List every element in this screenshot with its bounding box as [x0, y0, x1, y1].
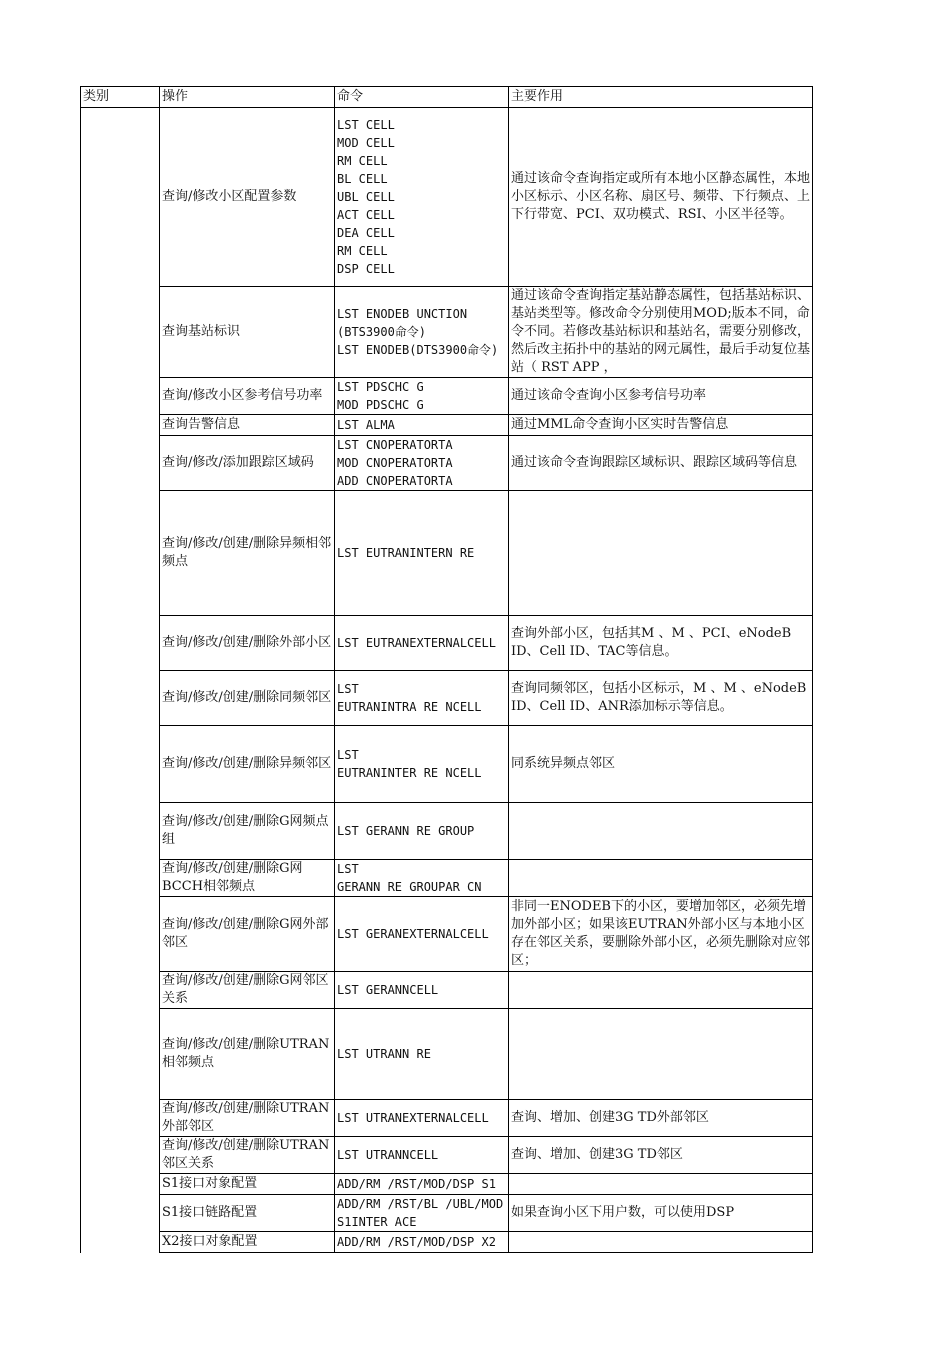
operation-cell: 查询/修改小区配置参数 [160, 108, 335, 287]
purpose-cell: 同系统异频点邻区 [509, 726, 813, 803]
operation-cell: 查询/修改/创建/删除外部小区 [160, 616, 335, 671]
operation-cell: 查询/修改/创建/删除异频相邻频点 [160, 491, 335, 616]
command-cell: LST EUTRANINTERN RE [335, 491, 509, 616]
table-row [81, 108, 813, 287]
operation-cell: 查询/修改小区参考信号功率 [160, 378, 335, 415]
table-row [81, 616, 813, 671]
command-cell: LST GERANEXTERNALCELL [335, 897, 509, 972]
table-row [81, 972, 813, 1009]
purpose-cell: 查询、增加、创建3G TD外部邻区 [509, 1100, 813, 1137]
command-cell: LST UTRANNCELL [335, 1137, 509, 1174]
table-row [81, 436, 813, 491]
table-row [81, 803, 813, 860]
table-row [81, 378, 813, 415]
command-cell: LST CELL MOD CELL RM CELL BL CELL UBL CELL ACT CELL DEA CELL RM CELL DSP CELL [335, 108, 509, 287]
table-row [81, 1137, 813, 1174]
purpose-cell: 查询外部小区，包括其M 、M 、PCI、eNodeB ID、Cell ID、TAC等信息。 [509, 616, 813, 671]
command-cell: ADD/RM /RST/BL /UBL/MOD S1INTER ACE [335, 1195, 509, 1232]
purpose-cell [509, 972, 813, 1009]
table-row [81, 287, 813, 378]
table-row [81, 671, 813, 726]
command-cell: LST EUTRANEXTERNALCELL [335, 616, 509, 671]
category-cell [81, 108, 160, 1253]
table-row [81, 491, 813, 616]
purpose-cell: 通过MML命令查询小区实时告警信息 [509, 415, 813, 436]
table-row [81, 1009, 813, 1100]
operation-cell: S1接口对象配置 [160, 1174, 335, 1195]
purpose-cell: 如果查询小区下用户数，可以使用DSP [509, 1195, 813, 1232]
command-cell: ADD/RM /RST/MOD/DSP S1 [335, 1174, 509, 1195]
purpose-cell: 通过该命令查询小区参考信号功率 [509, 378, 813, 415]
purpose-cell [509, 491, 813, 616]
header-operation: 操作 [160, 87, 335, 108]
table-row [81, 1232, 813, 1253]
command-cell: LST EUTRANINTER RE NCELL [335, 726, 509, 803]
purpose-cell: 通过该命令查询指定或所有本地小区静态属性，本地小区标示、小区名称、扇区号、频带、下行频点、上下行带宽、PCI、双功模式、RSI、小区半径等。 [509, 108, 813, 287]
purpose-cell: 非同一ENODEB下的小区，要增加邻区，必须先增加外部小区；如果该EUTRAN外部小区与本地小区存在邻区关系，要删除外部小区，必须先删除对应邻区； [509, 897, 813, 972]
operation-cell: 查询告警信息 [160, 415, 335, 436]
table-row [81, 1100, 813, 1137]
purpose-cell [509, 1174, 813, 1195]
purpose-cell [509, 803, 813, 860]
purpose-cell [509, 1232, 813, 1253]
header-category: 类别 [81, 87, 160, 108]
purpose-cell: 查询同频邻区，包括小区标示，M 、M 、eNodeB ID、Cell ID、ANR添加标示等信息。 [509, 671, 813, 726]
operation-cell: S1接口链路配置 [160, 1195, 335, 1232]
command-cell: ADD/RM /RST/MOD/DSP X2 [335, 1232, 509, 1253]
table-row [81, 415, 813, 436]
purpose-cell: 通过该命令查询指定基站静态属性，包括基站标识、基站类型等。修改命令分别使用MOD;版本不同，命令不同。若修改基站标识和基站名，需要分别修改，然后改主拓扑中的基站的网元属性，最后手动复位基站（ RST APP ， [509, 287, 813, 378]
operation-cell: 查询/修改/添加跟踪区域码 [160, 436, 335, 491]
operation-cell: 查询/修改/创建/删除UTRAN邻区关系 [160, 1137, 335, 1174]
table-row [81, 1174, 813, 1195]
operation-cell: 查询/修改/创建/删除G网频点组 [160, 803, 335, 860]
table-row [81, 726, 813, 803]
command-cell: LST EUTRANINTRA RE NCELL [335, 671, 509, 726]
operation-cell: 查询/修改/创建/删除UTRAN相邻频点 [160, 1009, 335, 1100]
purpose-cell [509, 1009, 813, 1100]
operation-cell: 查询/修改/创建/删除G网BCCH相邻频点 [160, 860, 335, 897]
command-cell: LST GERANN RE GROUP [335, 803, 509, 860]
operation-cell: 查询/修改/创建/删除异频邻区 [160, 726, 335, 803]
command-cell: LST PDSCHC G MOD PDSCHC G [335, 378, 509, 415]
header-command: 命令 [335, 87, 509, 108]
command-cell: LST GERANN RE GROUPAR CN [335, 860, 509, 897]
purpose-cell [509, 860, 813, 897]
operation-cell: X2接口对象配置 [160, 1232, 335, 1253]
command-cell: LST GERANNCELL [335, 972, 509, 1009]
table-row [81, 860, 813, 897]
purpose-cell: 通过该命令查询跟踪区域标识、跟踪区域码等信息 [509, 436, 813, 491]
operation-cell: 查询基站标识 [160, 287, 335, 378]
operation-cell: 查询/修改/创建/删除G网邻区关系 [160, 972, 335, 1009]
operation-cell: 查询/修改/创建/删除同频邻区 [160, 671, 335, 726]
command-table [80, 86, 813, 1253]
operation-cell: 查询/修改/创建/删除UTRAN外部邻区 [160, 1100, 335, 1137]
table-row [81, 1195, 813, 1232]
header-row [81, 87, 813, 108]
command-cell: LST UTRANN RE [335, 1009, 509, 1100]
operation-cell: 查询/修改/创建/删除G网外部邻区 [160, 897, 335, 972]
command-cell: LST CNOPERATORTA MOD CNOPERATORTA ADD CNOPERATORTA [335, 436, 509, 491]
header-purpose: 主要作用 [509, 87, 813, 108]
table-row [81, 897, 813, 972]
command-cell: LST UTRANEXTERNALCELL [335, 1100, 509, 1137]
command-cell: LST ALMA [335, 415, 509, 436]
command-cell: LST ENODEB UNCTION (BTS3900命令) LST ENODEB(DTS3900命令) [335, 287, 509, 378]
purpose-cell: 查询、增加、创建3G TD邻区 [509, 1137, 813, 1174]
